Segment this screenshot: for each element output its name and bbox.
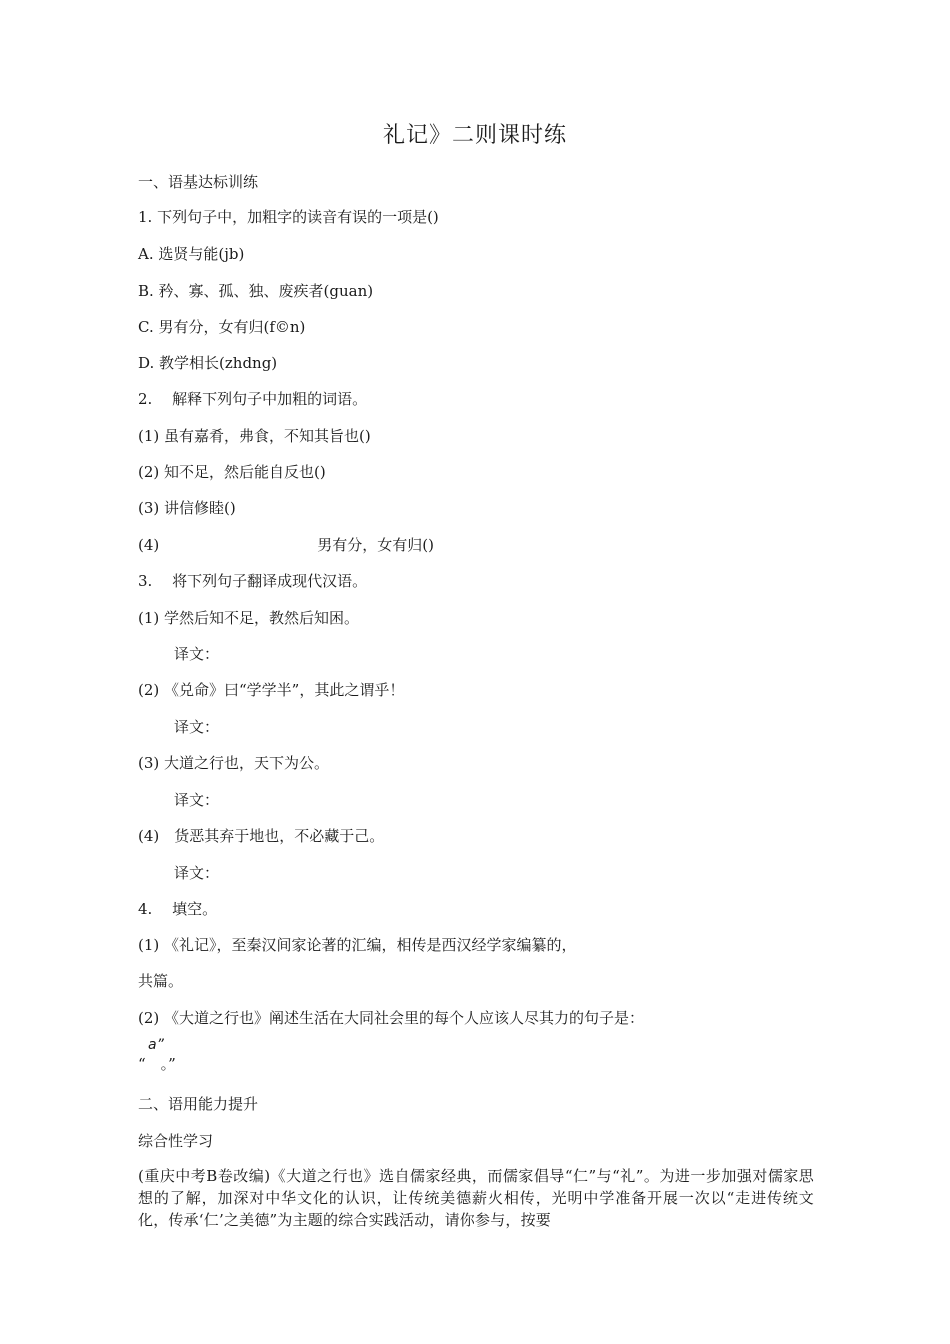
question-2-item-4-text: 男有分，女有归() [317,536,434,554]
translation-label-2: 译文： [174,718,220,736]
subsection-heading: 综合性学习 [138,1132,214,1150]
question-1-option-b: B. 矜、寡、孤、独、废疾者(guan) [138,282,374,300]
question-1-option-c: C. 男有分，女有归(f©n) [138,318,306,336]
question-4-item-2: (2) 《大道之行也》阐述生活在大同社会里的每个人应该人尽其力的句子是： [138,1009,645,1027]
page-title: 礼记》二则课时练 [382,123,567,148]
question-2-item-3: (3) 讲信修睦() [138,499,236,517]
translation-label-1: 译文： [174,645,220,663]
question-4-item-1: (1) 《礼记》，至秦汉间家论著的汇编，相传是西汉经学家编纂的， [138,936,577,954]
question-3-item-1: (1) 学然后知不足，教然后知困。 [138,609,360,627]
question-1-stem: 1. 下列句子中，加粗字的读音有误的一项是() [138,208,439,226]
translation-label-3: 译文： [174,791,220,809]
question-3-item-2: (2) 《兑命》曰“学学半”，其此之谓乎！ [138,681,405,699]
question-2-item-1: (1) 虽有嘉肴，弗食，不知其旨也() [138,427,371,445]
section-heading-2: 二、语用能力提升 [138,1095,259,1113]
question-1-option-d: D. 教学相长(zhdng) [138,354,278,372]
question-2-item-4-number: (4) [138,536,160,554]
question-4-stem: 4. 填空。 [138,900,218,918]
question-2-item-4 [138,535,434,555]
question-3-item-3: (3) 大道之行也，天下为公。 [138,754,330,772]
question-2-stem: 2. 解释下列句子中加粗的词语。 [138,390,368,408]
question-2-item-2: (2) 知不足，然后能自反也() [138,463,326,481]
question-3-item-4: (4) 货恶其弃于地也，不必藏于己。 [138,827,385,845]
quote-blank: “ 。” [138,1055,176,1073]
translation-label-4: 译文： [174,864,220,882]
question-3-stem: 3. 将下列句子翻译成现代汉语。 [138,572,368,590]
body-paragraph: (重庆中考B卷改编)《大道之行也》选自儒家经典，而儒家倡导“仁”与“礼”。为进一步加强对儒家思想的了解，加深对中华文化的认识，让传统美德薪火相传，光明中学准备开展一次以“走进传统文化，传承‘仁’之美德”为主题的综合实践活动，请你参与，按要 [138,1167,814,1229]
question-4-item-1-continued: 共篇。 [138,972,184,990]
stray-mark: a” [148,1037,164,1053]
section-heading-1: 一、语基达标训练 [138,173,259,191]
question-1-option-a: A. 选贤与能(jb) [138,245,245,263]
